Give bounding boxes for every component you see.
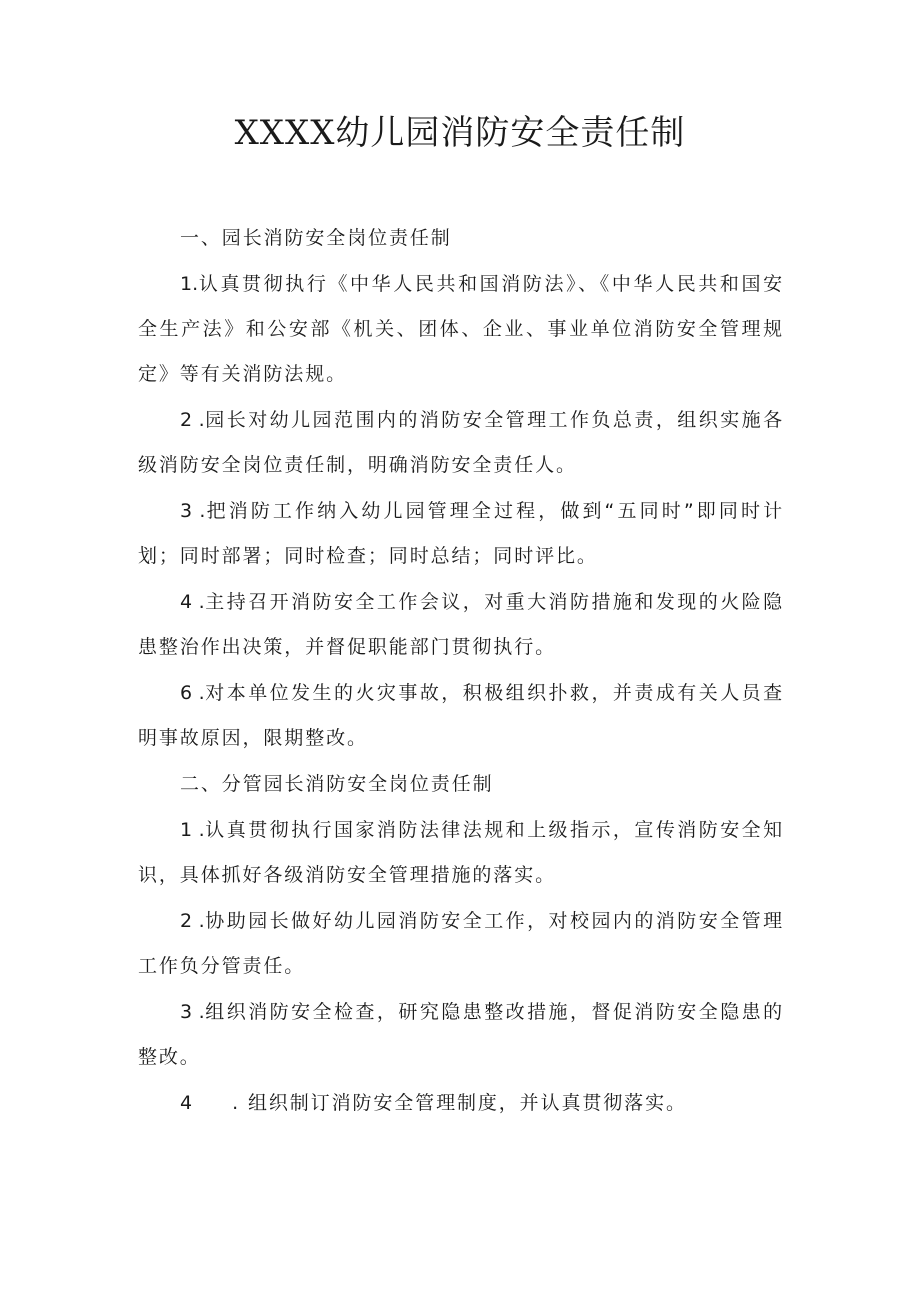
paragraph-item xyxy=(138,808,784,898)
item-number: 4 xyxy=(180,1092,193,1114)
item-text: 主持召开消防安全工作会议，对重大消防措施和发现的火险隐患整治作出决策，并督促职能部门贯彻执行。 xyxy=(138,591,784,658)
paragraph-item xyxy=(138,398,784,488)
item-number: 2 . xyxy=(180,910,205,932)
item-number: 4 . xyxy=(180,591,205,613)
paragraph-item xyxy=(138,262,784,397)
paragraph-item xyxy=(138,1081,784,1126)
section-heading-1: 一、园长消防安全岗位责任制 xyxy=(180,227,452,249)
item-text: 园长对幼儿园范围内的消防安全管理工作负总责，组织实施各级消防安全岗位责任制，明确消防安全责任人。 xyxy=(138,409,784,476)
paragraph-item xyxy=(138,580,784,670)
item-number: 3 . xyxy=(180,1001,205,1023)
document-title: XXXX幼儿园消防安全责任制 xyxy=(234,113,686,153)
item-text: . 组织制订消防安全管理制度，并认真贯彻落实。 xyxy=(232,1092,687,1114)
document-body xyxy=(138,216,784,1127)
paragraph-item xyxy=(138,489,784,579)
item-number: 1 . xyxy=(180,819,205,841)
item-text: 组织消防安全检查，研究隐患整改措施，督促消防安全隐患的整改。 xyxy=(138,1001,784,1068)
item-number: 3 . xyxy=(180,500,206,522)
section-heading-2: 二、分管园长消防安全岗位责任制 xyxy=(180,773,494,795)
item-text: 协助园长做好幼儿园消防安全工作，对校园内的消防安全管理工作负分管责任。 xyxy=(138,910,784,977)
item-text: 认真贯彻执行国家消防法律法规和上级指示，宣传消防安全知识，具体抓好各级消防安全管理措施的落实。 xyxy=(138,819,784,886)
item-number: 2 . xyxy=(180,409,205,431)
item-text: 认真贯彻执行《中华人民共和国消防法》、《中华人民共和国安全生产法》和公安部《机关、团体、企业、事业单位消防安全管理规定》等有关消防法规。 xyxy=(138,273,784,385)
paragraph-item xyxy=(138,671,784,761)
item-number: 1. xyxy=(180,273,199,295)
paragraph-item xyxy=(138,899,784,989)
paragraph-item xyxy=(138,990,784,1080)
item-text: 把消防工作纳入幼儿园管理全过程，做到“五同时”即同时计划；同时部署；同时检查；同时总结；同时评比。 xyxy=(138,500,784,567)
item-number: 6 . xyxy=(180,682,205,704)
item-text: 对本单位发生的火灾事故，积极组织扑救，并责成有关人员查明事故原因，限期整改。 xyxy=(138,682,784,749)
